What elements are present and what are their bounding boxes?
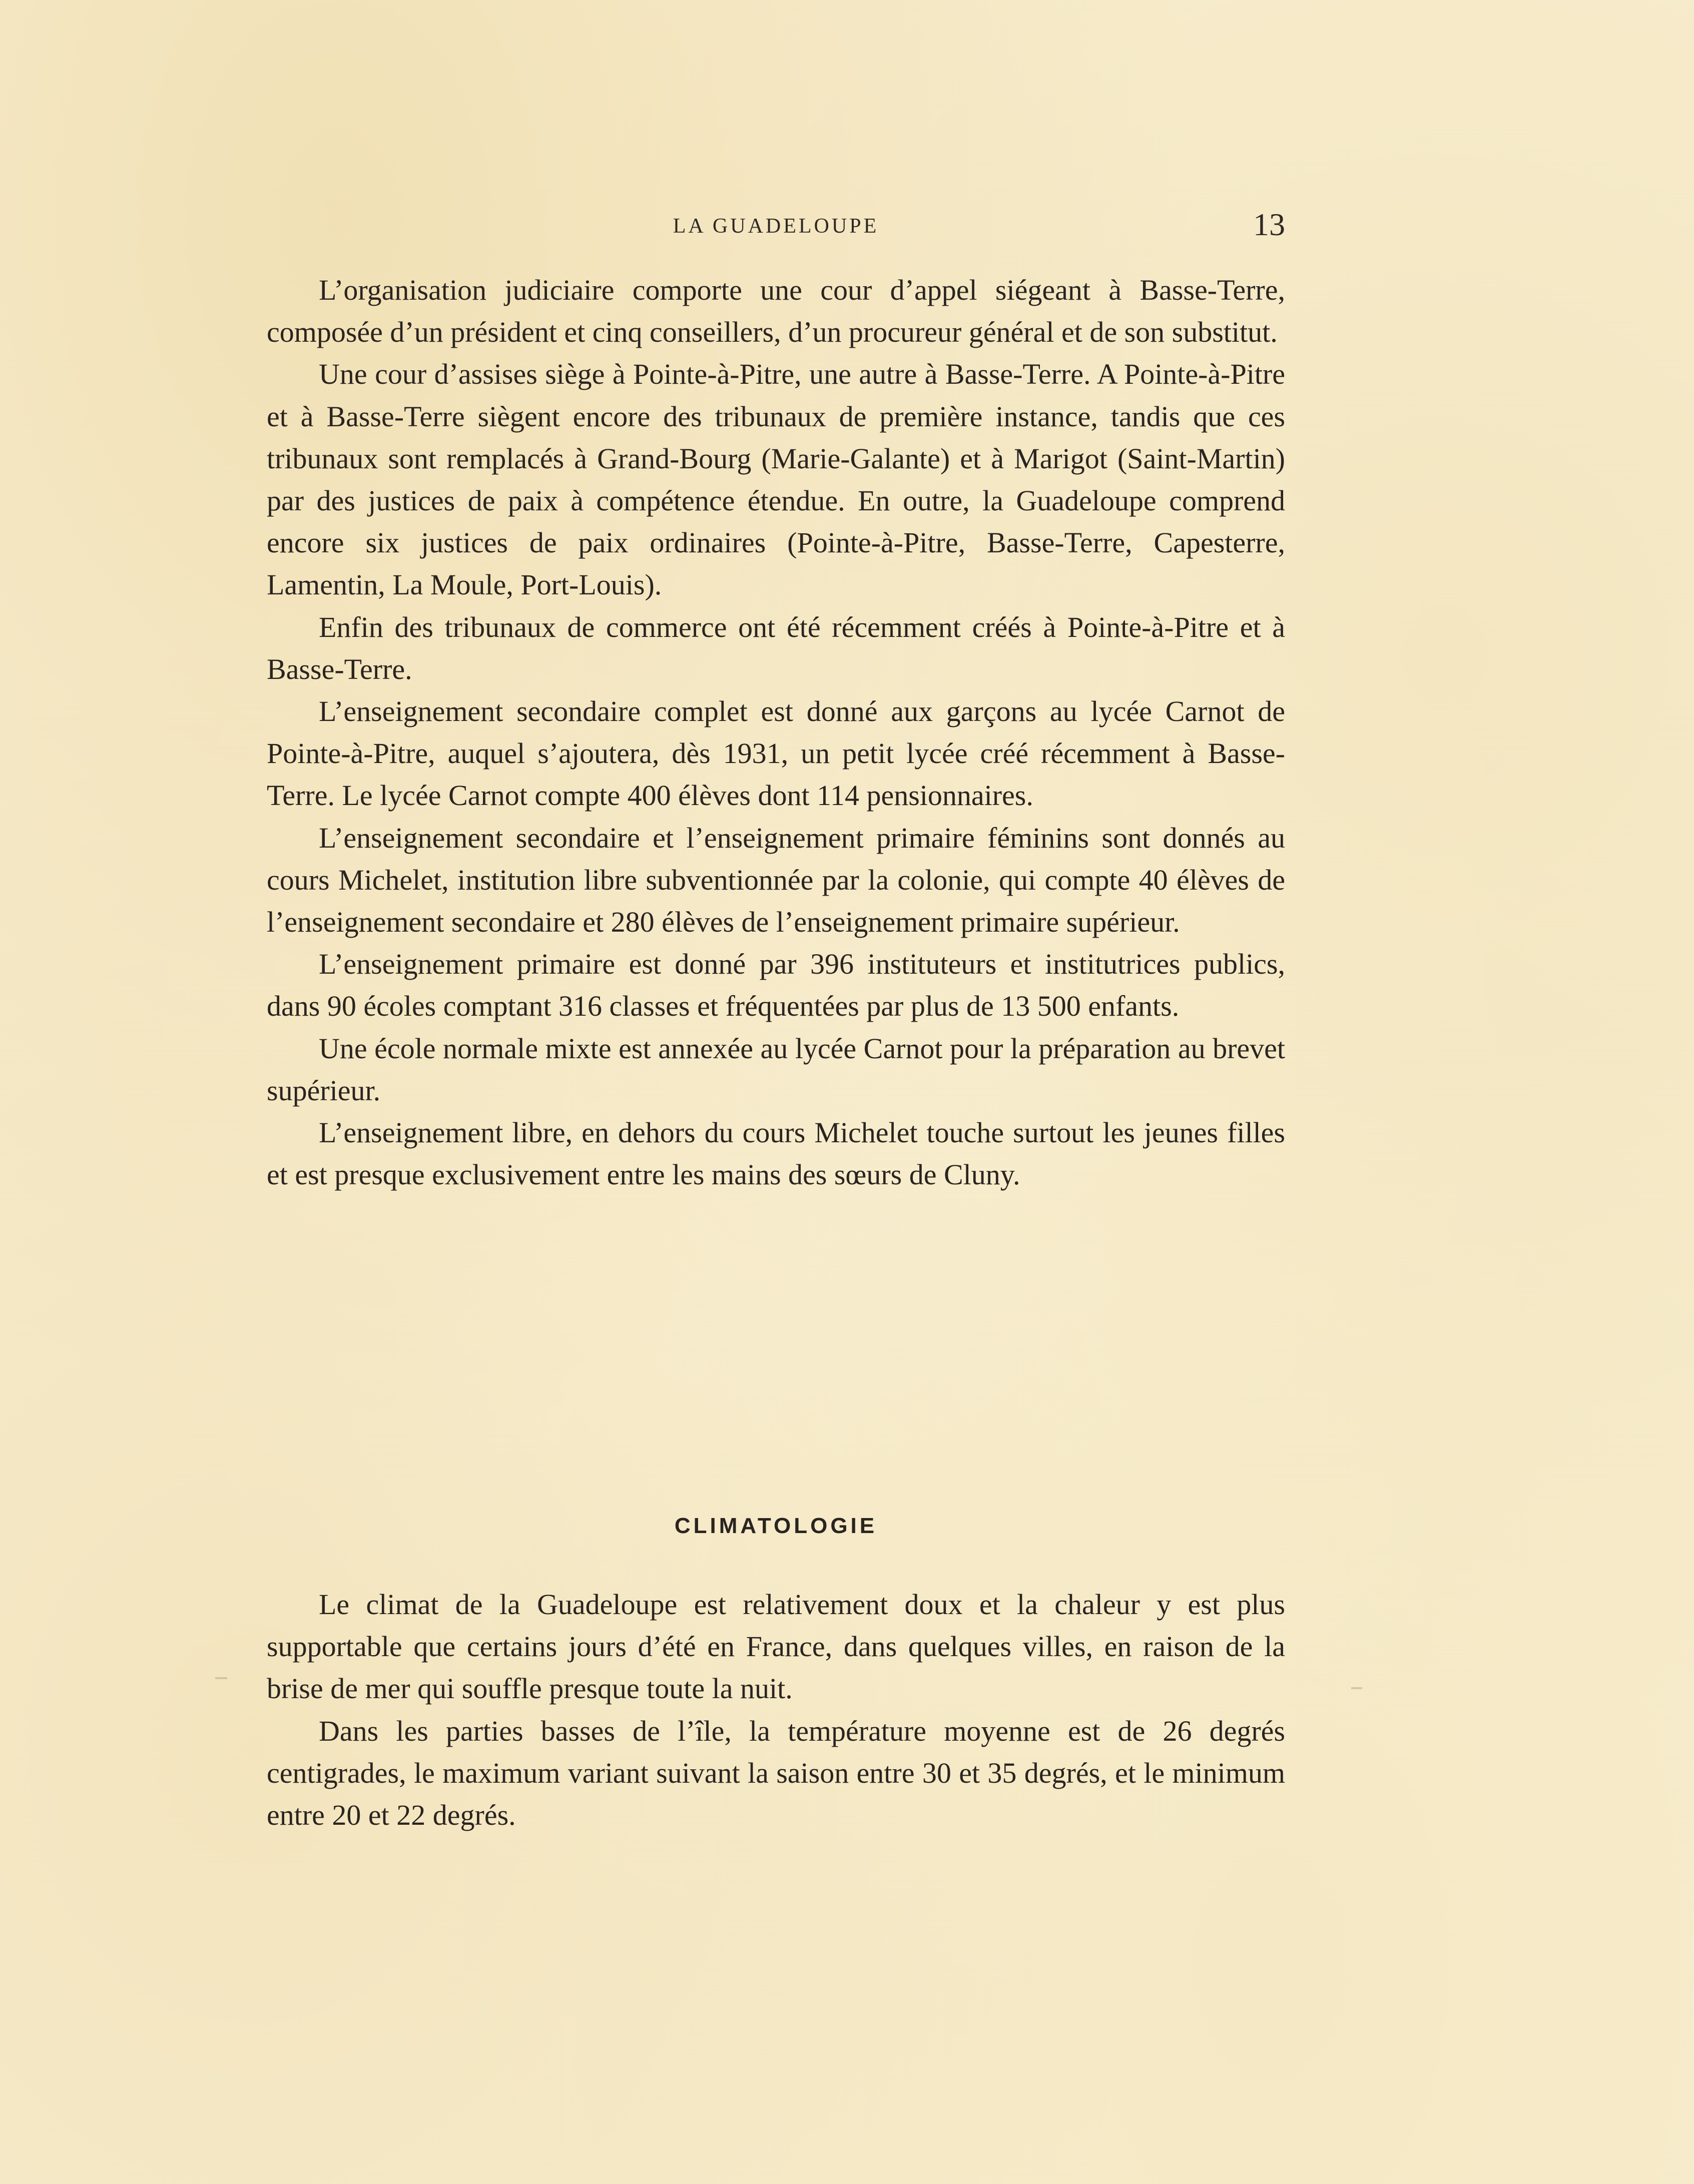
paragraph-climate: Le climat de la Guadeloupe est relativement doux et la chaleur y est plus supportable que certains jours d’été en France, dans quelques villes, en raison de la brise de mer qui souffle presque toute la nuit. [267,1588,1285,1705]
paragraph-judicial-court: L’organisation judiciaire comporte une cour d’appel siégeant à Basse-Terre, composée d’un président et cinq conseillers, d’un procureur général et de son substitut. [267,274,1285,349]
paragraph-commerce-courts: Enfin des tribunaux de commerce ont été récemment créés à Pointe-à-Pitre et à Basse-Terre. [267,610,1285,685]
page-number: 13 [1253,207,1285,242]
paragraph-primary-education: L’enseignement primaire est donné par 396 instituteurs et institutrices publics, dans 90 écoles comptant 316 classes et fréquentées par plus de 13 500 enfants. [267,948,1285,1023]
paragraph-private-education: L’enseignement libre, en dehors du cours Michelet touche surtout les jeunes filles et est presque exclusivement entre les mains des sœurs de Cluny. [267,1116,1285,1191]
paragraph-temperature: Dans les parties basses de l’île, la température moyenne est de 26 degrés centigrades, le maximum variant suivant la saison entre 30 et 35 degrés, et le minimum entre 20 et 22 degrés. [267,1714,1285,1832]
paragraph-assizes-courts: Une cour d’assises siège à Pointe-à-Pitre, une autre à Basse-Terre. A Pointe-à-Pitre et à Basse-Terre siègent encore des tribunaux de première instance, tandis que ces tribunaux sont remplacés à Grand-Bourg (Marie-Galante) et à Marigot (Saint-Martin) par des justices de paix à compétence étendue. En outre, la Guadeloupe comprend encore six justices de paix ordinaires (Pointe-à-Pitre, Basse-Terre, Capesterre, Lamentin, La Moule, Port-Louis). [267,358,1285,601]
margin-smudge-mark [1351,1687,1362,1689]
running-head [267,207,1285,250]
body-text-section-two [267,1584,1285,1836]
section-heading-climatologie: CLIMATOLOGIE [674,1514,878,1538]
running-title: LA GUADELOUPE [673,215,879,238]
paragraph-secondary-education-boys: L’enseignement secondaire complet est donné aux garçons au lycée Carnot de Pointe-à-Pitre, auquel s’ajoutera, dès 1931, un petit lycée créé récemment à Basse-Terre. Le lycée Carnot compte 400 élèves dont 114 pensionnaires. [267,695,1285,812]
paragraph-secondary-education-girls: L’enseignement secondaire et l’enseignement primaire féminins sont donnés au cours Michelet, institution libre subventionnée par la colonie, qui compte 40 élèves de l’enseignement secondaire et 280 élèves de l’enseignement primaire supérieur. [267,821,1285,939]
margin-smudge-mark [215,1677,227,1679]
paragraph-normal-school: Une école normale mixte est annexée au lycée Carnot pour la préparation au brevet supérieur. [267,1032,1285,1107]
body-text-section-one [267,269,1285,1196]
